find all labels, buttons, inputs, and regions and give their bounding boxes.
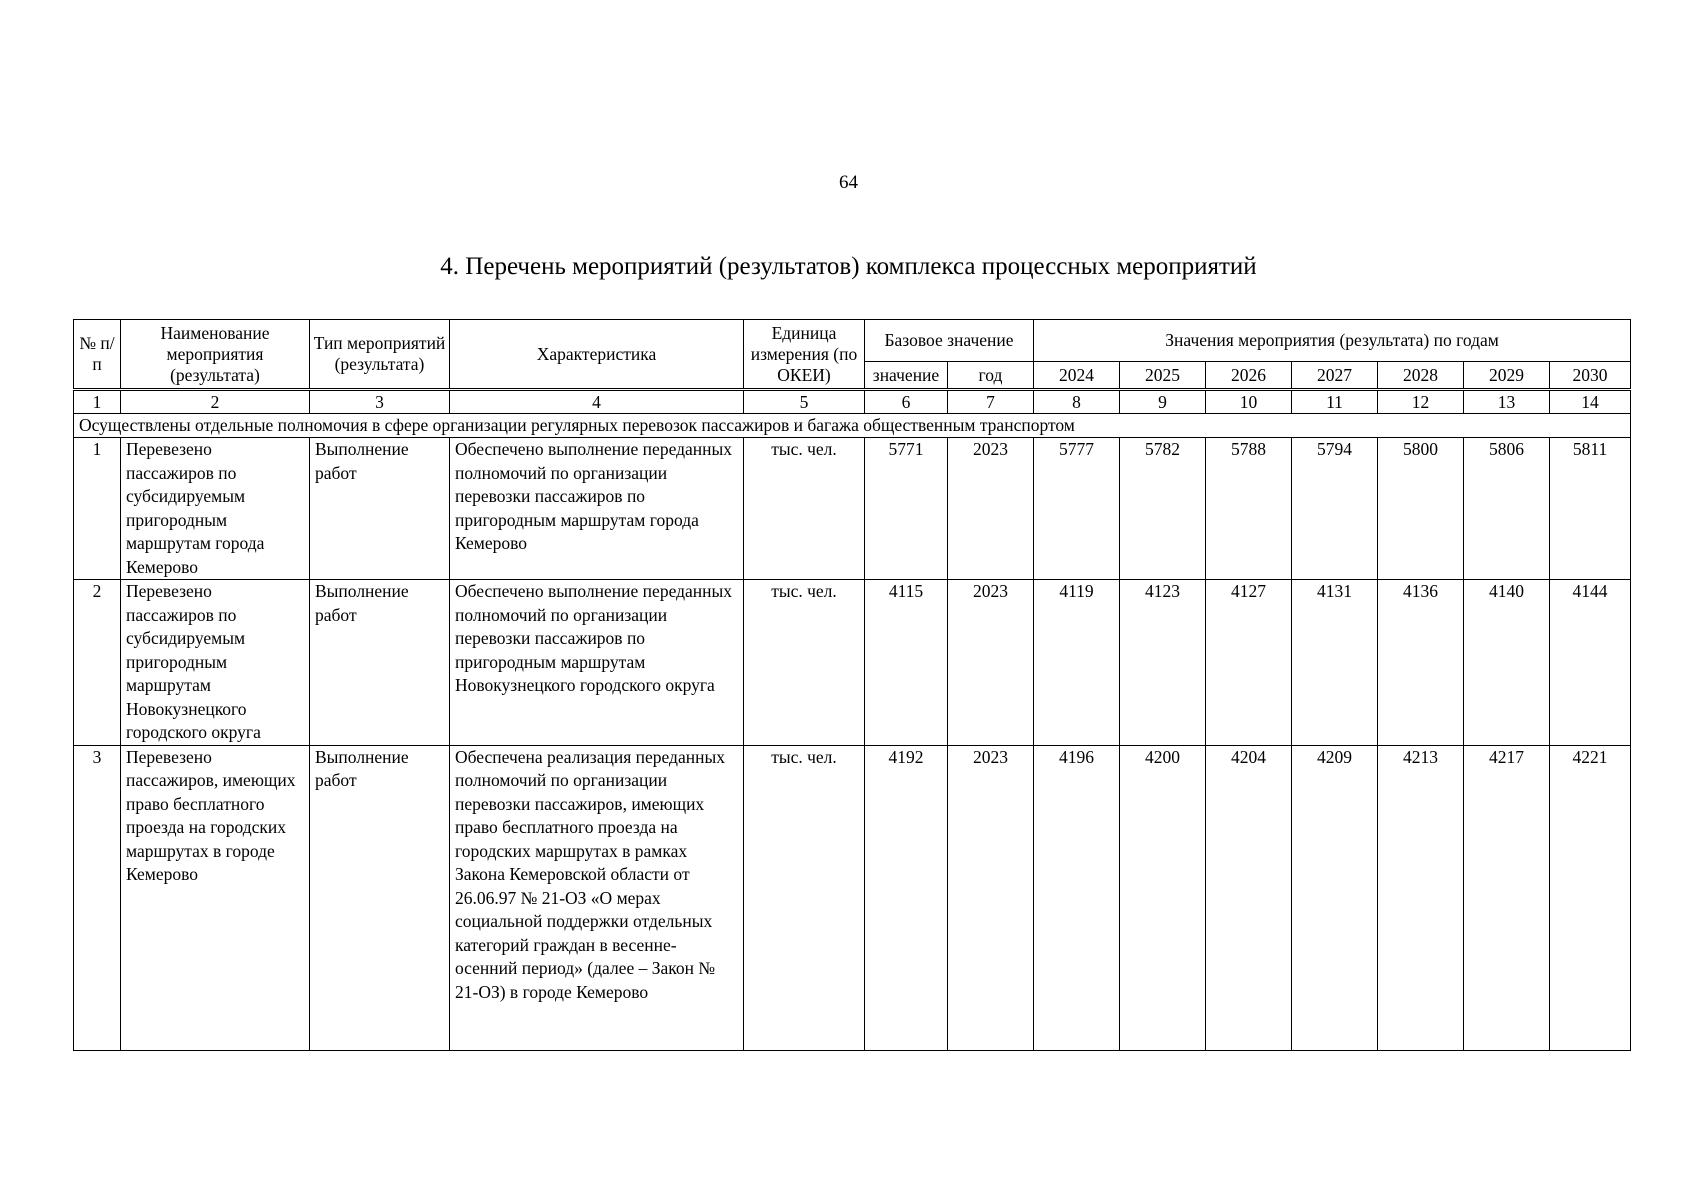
row-characteristic: Обеспечено выполнение переданных полномочий по организации перевозки пассажиров по пригородным маршрутам Новокузнецкого городского округа [450, 580, 744, 746]
header-name: Наименование мероприятия (результата) [121, 320, 310, 390]
column-number: 1 [74, 390, 121, 414]
section-row [74, 414, 1631, 438]
header-num: № п/п [74, 320, 121, 390]
row-value-2028: 4213 [1378, 745, 1464, 1050]
row-value-2025: 4200 [1120, 745, 1206, 1050]
column-number: 9 [1120, 390, 1206, 414]
row-characteristic: Обеспечена реализация переданных полномочий по организации перевозки пассажиров, имеющих право бесплатного проезда на городских маршрутах в рамках Закона Кемеровской области от 26.06.97 № 21-ОЗ «О мерах социальной поддержки отдельных категорий граждан в весенне-осенний период» (далее – Закон № 21-ОЗ) в городе Кемерово [450, 745, 744, 1050]
row-value-2024: 4196 [1034, 745, 1120, 1050]
activities-table [73, 319, 1631, 1051]
header-year-2027: 2027 [1292, 362, 1378, 390]
row-type: Выполнение работ [310, 438, 450, 580]
row-value-2027: 5794 [1292, 438, 1378, 580]
row-num: 3 [74, 745, 121, 1050]
row-value-2029: 4140 [1464, 580, 1550, 746]
row-base-year: 2023 [948, 580, 1034, 746]
row-name: Перевезено пассажиров по субсидируемым пригородным маршрутам Новокузнецкого городского округа [121, 580, 310, 746]
row-value-2030: 4221 [1550, 745, 1631, 1050]
row-value-2029: 5806 [1464, 438, 1550, 580]
row-value-2025: 4123 [1120, 580, 1206, 746]
column-number: 7 [948, 390, 1034, 414]
row-value-2027: 4209 [1292, 745, 1378, 1050]
column-number: 14 [1550, 390, 1631, 414]
header-year-2028: 2028 [1378, 362, 1464, 390]
column-number: 5 [744, 390, 865, 414]
row-base-value: 4192 [865, 745, 948, 1050]
column-number: 8 [1034, 390, 1120, 414]
column-numbers-row [74, 390, 1631, 414]
header-type: Тип мероприятий (результата) [310, 320, 450, 390]
column-number: 3 [310, 390, 450, 414]
row-value-2030: 4144 [1550, 580, 1631, 746]
row-value-2028: 4136 [1378, 580, 1464, 746]
row-value-2027: 4131 [1292, 580, 1378, 746]
header-year-2030: 2030 [1550, 362, 1631, 390]
row-type: Выполнение работ [310, 580, 450, 746]
row-value-2024: 4119 [1034, 580, 1120, 746]
column-number: 6 [865, 390, 948, 414]
document-title: 4. Перечень мероприятий (результатов) комплекса процессных мероприятий [440, 253, 1257, 280]
row-name: Перевезено пассажиров, имеющих право бесплатного проезда на городских маршрутах в городе Кемерово [121, 745, 310, 1050]
row-base-year: 2023 [948, 438, 1034, 580]
column-number: 10 [1206, 390, 1292, 414]
column-number: 2 [121, 390, 310, 414]
row-value-2026: 5788 [1206, 438, 1292, 580]
header-unit: Единица измерения (по ОКЕИ) [744, 320, 865, 390]
column-number: 4 [450, 390, 744, 414]
row-value-2026: 4127 [1206, 580, 1292, 746]
row-num: 1 [74, 438, 121, 580]
column-number: 11 [1292, 390, 1378, 414]
header-years-group: Значения мероприятия (результата) по годам [1034, 320, 1631, 362]
row-type: Выполнение работ [310, 745, 450, 1050]
header-characteristic: Характеристика [450, 320, 744, 390]
row-name: Перевезено пассажиров по субсидируемым пригородным маршрутам города Кемерово [121, 438, 310, 580]
row-unit: тыс. чел. [744, 580, 865, 746]
header-base-value-group: Базовое значение [865, 320, 1034, 362]
table-row [74, 438, 1631, 580]
row-value-2024: 5777 [1034, 438, 1120, 580]
row-unit: тыс. чел. [744, 745, 865, 1050]
header-base-year: год [948, 362, 1034, 390]
page-number: 64 [839, 172, 858, 193]
row-base-year: 2023 [948, 745, 1034, 1050]
header-year-2029: 2029 [1464, 362, 1550, 390]
row-value-2025: 5782 [1120, 438, 1206, 580]
header-base-value: значение [865, 362, 948, 390]
row-value-2029: 4217 [1464, 745, 1550, 1050]
row-value-2028: 5800 [1378, 438, 1464, 580]
table-row [74, 580, 1631, 746]
row-num: 2 [74, 580, 121, 746]
header-year-2026: 2026 [1206, 362, 1292, 390]
row-base-value: 5771 [865, 438, 948, 580]
row-base-value: 4115 [865, 580, 948, 746]
row-unit: тыс. чел. [744, 438, 865, 580]
column-number: 13 [1464, 390, 1550, 414]
row-characteristic: Обеспечено выполнение переданных полномочий по организации перевозки пассажиров по пригородным маршрутам города Кемерово [450, 438, 744, 580]
column-number: 12 [1378, 390, 1464, 414]
row-value-2030: 5811 [1550, 438, 1631, 580]
header-year-2025: 2025 [1120, 362, 1206, 390]
table-row [74, 745, 1631, 1050]
section-title: Осуществлены отдельные полномочия в сфере организации регулярных перевозок пассажиров и багажа общественным транспортом [74, 414, 1631, 438]
row-value-2026: 4204 [1206, 745, 1292, 1050]
header-year-2024: 2024 [1034, 362, 1120, 390]
